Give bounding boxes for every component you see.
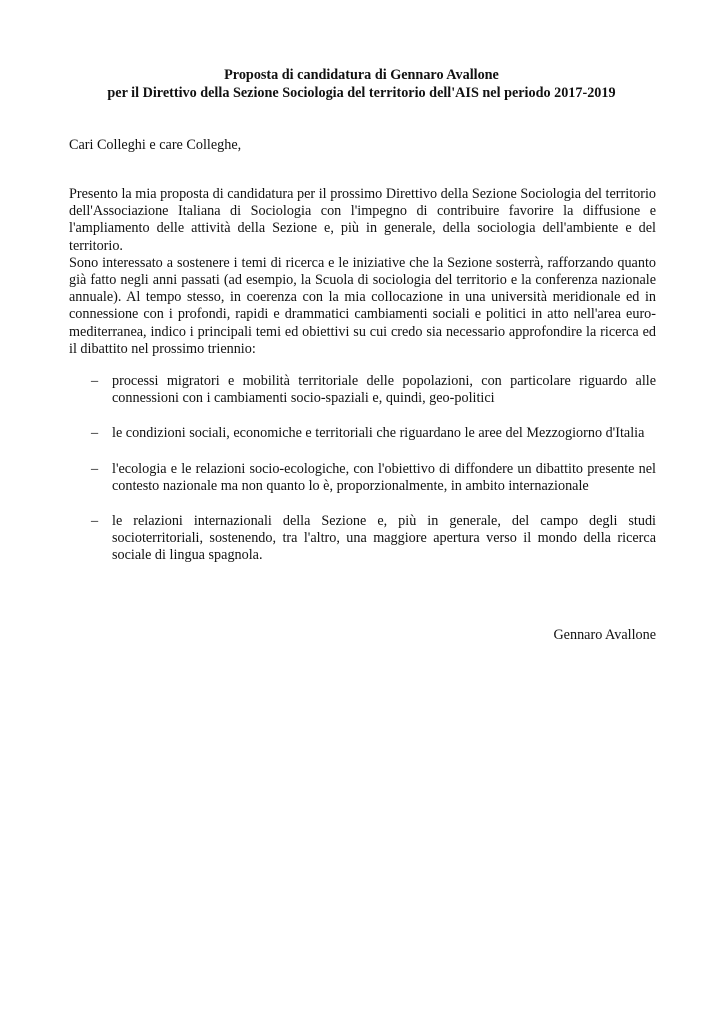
greeting: Cari Colleghi e care Colleghe, [69, 137, 242, 153]
dash-bullet: – [91, 460, 99, 477]
list-item-text: l'ecologia e le relazioni socio-ecologiche, con l'obiettivo di diffondere un dibattito presente nel contesto nazionale ma non quanto lo è, proporzionalmente, in ambito internazionale [112, 460, 656, 494]
dash-bullet: – [91, 425, 99, 442]
paragraph-2: Sono interessato a sostenere i temi di ricerca e le iniziative che la Sezione sosterrà, rafforzando quanto già fatto negli anni passati (ad esempio, la Scuola di sociologia del territorio e la conferenza nazionale annuale). Al tempo stesso, in coerenza con la mia collocazione in una università meridionale ed in connessione con i profondi, rapidi e drammatici cambiamenti sociali e politici in atto nell'area euro-mediterranea, indico i principali temi ed obiettivi su cui credo sia necessario approfondire la ricerca ed il dibattito nel prossimo triennio: [69, 254, 656, 357]
title-line-2: per il Direttivo della Sezione Sociologia del territorio dell'AIS nel periodo 2017-2019 [107, 84, 616, 101]
list-item-text: le relazioni internazionali della Sezione e, più in generale, del campo degli studi socioterritoriali, sostenendo, tra l'altro, una maggiore apertura verso il mondo della ricerca sociale di lingua spagnola. [112, 513, 656, 564]
paragraph-1: Presento la mia proposta di candidatura per il prossimo Direttivo della Sezione Sociologia del territorio dell'Associazione Italiana di Sociologia con l'impegno di contribuire favorire la diffusione e l'ampliamento delle attività della Sezione e, più in generale, della sociologia dell'ambiente e del territorio. [69, 186, 656, 254]
list-item-text: le condizioni sociali, economiche e territoriali che riguardano le aree del Mezzogiorno d'Italia [112, 425, 645, 442]
dash-bullet: – [91, 513, 99, 530]
list-item [69, 461, 656, 495]
list-item-text: processi migratori e mobilità territoriale delle popolazioni, con particolare riguardo alle connessioni con i cambiamenti socio-spaziali e, quindi, geo-politici [112, 373, 656, 407]
list-item [69, 425, 656, 442]
signature: Gennaro Avallone [553, 627, 656, 643]
list-item [69, 373, 656, 407]
dash-bullet: – [91, 373, 99, 389]
list-item [69, 513, 656, 565]
body-text [69, 186, 656, 358]
document-title [60, 67, 663, 102]
title-line-1: Proposta di candidatura di Gennaro Avallone [224, 67, 499, 83]
topics-list [69, 373, 656, 565]
